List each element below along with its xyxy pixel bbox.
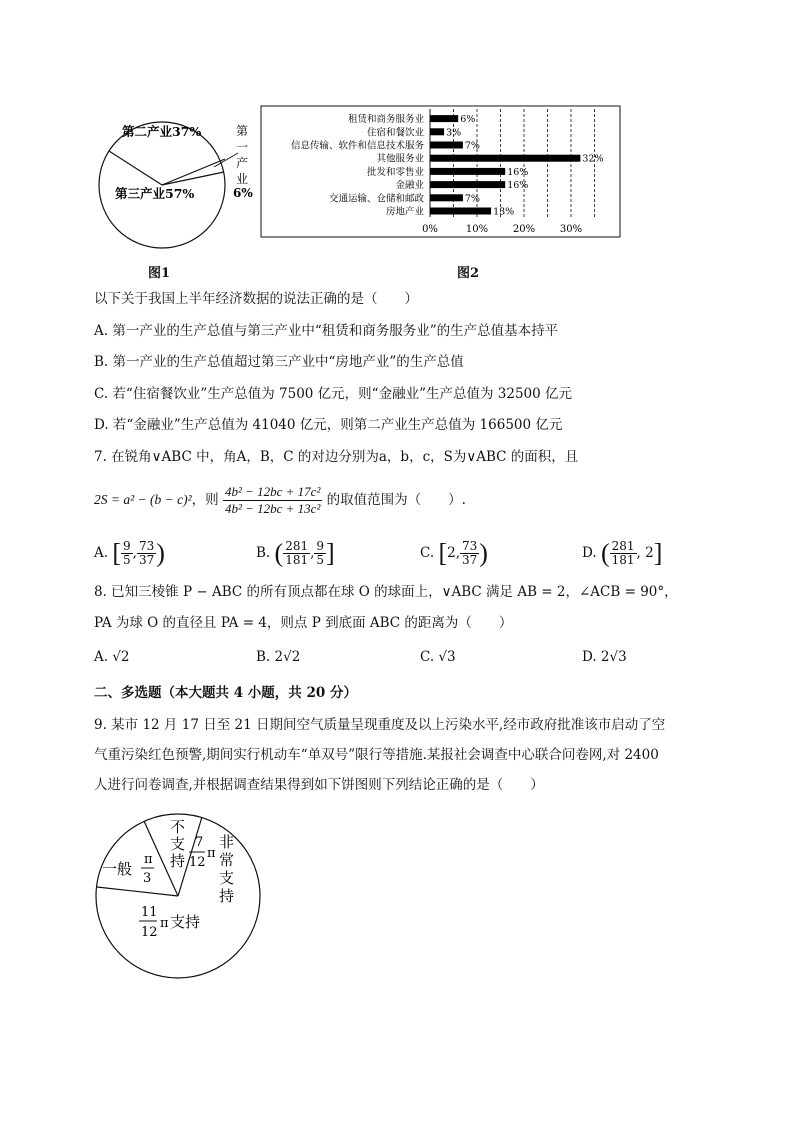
figure-1-caption: 图1 [148, 266, 171, 281]
bar-value-label: 6% [460, 114, 476, 126]
option-label: B. [256, 545, 271, 561]
q8-option-c: C. √3 [420, 649, 456, 665]
option-label: A. [94, 545, 109, 561]
q7-option-a: A. [ $\frac{9}{5}$ , $\frac{73}{37}$ ) [94, 538, 165, 568]
bar-value-label: 7% [464, 140, 480, 152]
bar-value-label: 16% [507, 166, 529, 178]
figure-1-pie-chart [90, 105, 270, 265]
q6-option-d: D. 若“金融业”生产总值为 41040 亿元，则第二产业生产总值为 166500 亿元 [94, 417, 563, 433]
label-not-support: 持 [170, 852, 186, 870]
bar [430, 142, 463, 149]
q7-fraction [223, 484, 322, 517]
frac-general-num: π [144, 852, 153, 867]
bar [430, 168, 505, 175]
label-general: 一般 [102, 860, 133, 878]
bar-x-tick-label: 20% [512, 224, 536, 235]
q7-fraction-denominator: 4b² − 12bc + 13c² [224, 501, 321, 516]
slice-label-primary-char: 第 [236, 124, 249, 138]
q6-option-b: B. 第一产业的生产总值超过第三产业中“房地产业”的生产总值 [94, 354, 464, 370]
slice-label-secondary: 第二产业37% [122, 124, 202, 139]
q7-option-d [582, 537, 662, 570]
bar [430, 194, 463, 201]
q7-fraction-numerator: 4b² − 12bc + 17c² [224, 484, 321, 499]
pi-symbol: π [160, 916, 169, 931]
q8-option-d: D. 2√3 [582, 649, 627, 665]
bar-value-label: 13% [493, 206, 515, 218]
q7-stem: 7. 在锐角∨ABC 中，角A，B，C 的对边分别为a，b，c，S为∨ABC 的面积，且 [94, 449, 579, 465]
bracket-close: ] [653, 538, 663, 568]
option-label: D. [582, 545, 597, 561]
bar-category-label: 其他服务业 [376, 153, 424, 165]
bar-x-tick-label: 10% [465, 224, 489, 235]
q6-option-c: C. 若“住宿餐饮业”生产总值为 7500 亿元，则“金融业”生产总值为 32500 亿元 [94, 386, 573, 402]
q7-option-c [420, 537, 488, 570]
fraction: $\frac{73}{37}$ [462, 539, 478, 567]
q7-option-b: B. ( $\frac{281}{181}$ , $\frac{9}{5}$ ] [256, 538, 335, 568]
label-very-support: 非 [219, 833, 235, 851]
section-heading-multiple-choice: 二、多选题（本大题共 4 小题，共 20 分） [94, 685, 357, 701]
bracket-close: ] [326, 538, 335, 568]
bracket-close: ) [479, 538, 488, 568]
bracket-open: ( [274, 538, 284, 568]
fraction: $\frac{73}{37}$ [138, 539, 155, 567]
bracket-open: ( [600, 538, 610, 568]
figure-2-caption: 图2 [457, 266, 480, 281]
bar-value-label: 16% [507, 180, 529, 192]
q6-option-a: A. 第一产业的生产总值与第三产业中“租赁和商务服务业”的生产总值基本持平 [94, 323, 559, 339]
bar [430, 155, 580, 162]
bracket-open: [ [112, 538, 122, 568]
bar-category-label: 批发和零售业 [366, 166, 424, 178]
q7-condition-tail: 的取值范围为（ ）. [326, 492, 466, 508]
frac-support-num: 11 [141, 905, 158, 920]
option-label: C. [420, 545, 435, 561]
fraction: $\frac{281}{181}$ [285, 539, 309, 567]
slice-label-primary-char: 业 [236, 172, 249, 186]
q8-stem-line2: PA 为球 O 的直径且 PA = 4，则点 P 到底面 ABC 的距离为（ ） [94, 615, 513, 631]
bar-x-tick-label: 30% [559, 224, 583, 235]
bar-category-label: 租赁和商务服务业 [347, 114, 424, 126]
label-not-support: 不 [170, 818, 186, 836]
bar-value-label: 32% [582, 153, 604, 165]
q7-condition-then: ，则 [191, 492, 219, 508]
bar-x-tick-label: 0% [422, 224, 438, 235]
q8-option-b: B. 2√2 [256, 649, 301, 665]
figure-3-survey-pie [92, 812, 272, 980]
fraction: $\frac{9}{5}$ [316, 539, 325, 567]
figure-2-bar-chart [260, 105, 622, 238]
bar-value-label: 3% [446, 127, 462, 139]
label-very-support: 常 [219, 851, 235, 869]
bar-category-label: 房地产业 [385, 206, 424, 218]
slice-label-primary-pct: 6% [233, 186, 253, 200]
interval-start: 2, [447, 545, 460, 561]
bar-category-label: 住宿和餐饮业 [366, 127, 424, 139]
q7-condition [94, 480, 466, 520]
q7-condition-lhs: 2S = a² − (b − c)² [94, 492, 192, 507]
slice-label-tertiary: 第三产业57% [115, 186, 195, 201]
bar [430, 128, 444, 135]
label-very-support: 支 [219, 869, 235, 887]
bar-value-label: 7% [464, 193, 480, 205]
label-very-support: 持 [219, 887, 235, 905]
bracket-close: ) [156, 538, 165, 568]
q6-stem: 以下关于我国上半年经济数据的说法正确的是（ ） [94, 291, 418, 307]
bar [430, 181, 505, 188]
bar-category-label: 金融业 [395, 180, 424, 192]
q9-stem-line2: 气重污染红色预警,期间实行机动车“单双号”限行等措施.某报社会调查中心联合问卷网,对 2400 [94, 747, 659, 763]
frac-very-support-num: 7 [195, 835, 204, 850]
label-not-support: 支 [170, 835, 186, 853]
q9-stem-line1: 9. 某市 12 月 17 日至 21 日期间空气质量呈现重度及以上污染水平,经市政府批准该市启动了空 [94, 717, 666, 733]
pi-symbol: π [207, 846, 216, 861]
bar-category-label: 信息传输、软件和信息技术服务 [290, 140, 424, 152]
q9-stem-line3: 人进行问卷调查,并根据调查结果得到如下饼图则下列结论正确的是（ ） [94, 777, 544, 793]
fraction: $\frac{281}{181}$ [611, 539, 635, 567]
q8-stem-line1: 8. 已知三棱锥 P − ABC 的所有顶点都在球 O 的球面上，∨ABC 满足 AB = 2，∠ACB = 90°， [94, 584, 678, 600]
q8-option-a: A. √2 [94, 649, 130, 665]
frac-general-den: 3 [143, 871, 152, 886]
slice-label-primary-char: 一 [236, 140, 249, 154]
label-support: 支持 [170, 913, 201, 931]
bracket-open: [ [438, 538, 448, 568]
fraction: $\frac{9}{5}$ [123, 539, 131, 567]
bar [430, 115, 458, 122]
interval-end: , 2 [636, 545, 654, 561]
frac-very-support-den: 12 [189, 855, 206, 870]
bar [430, 208, 491, 215]
frac-support-den: 12 [141, 925, 158, 940]
bar-category-label: 交通运输、仓储和邮政 [328, 193, 424, 205]
slice-label-primary-char: 产 [236, 156, 249, 170]
